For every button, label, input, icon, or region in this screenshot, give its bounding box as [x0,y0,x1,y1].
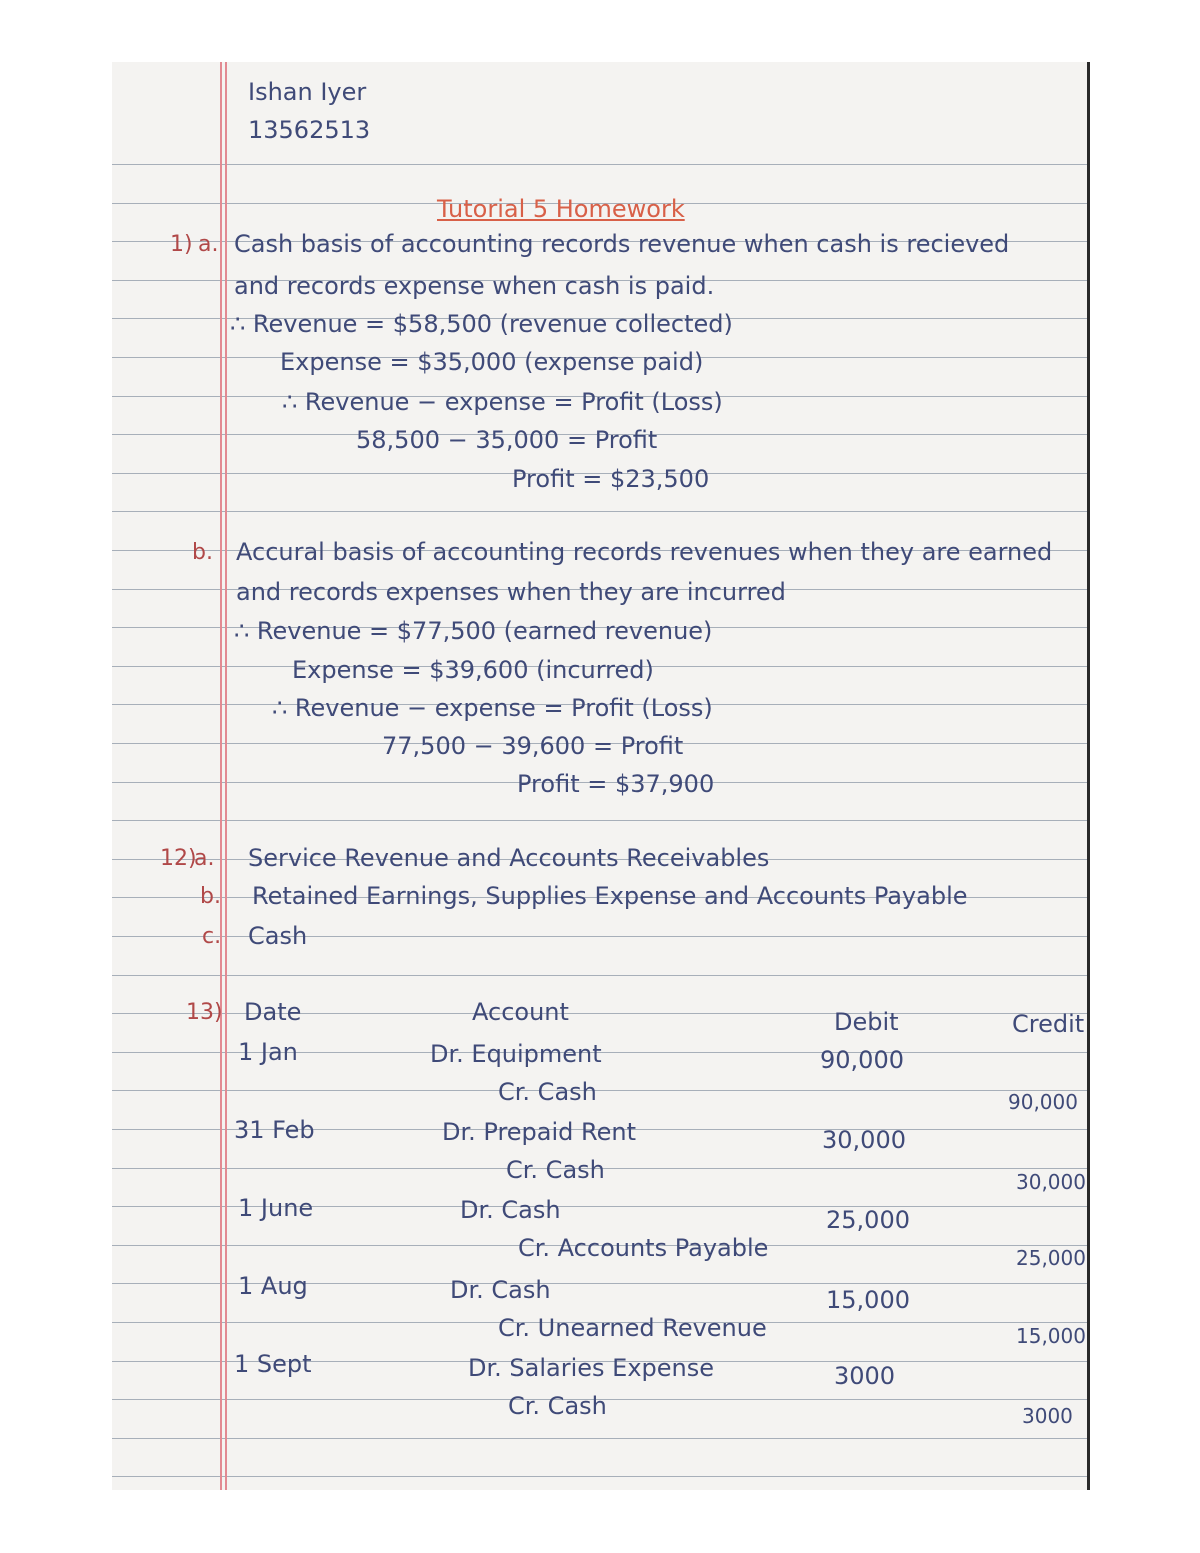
header-debit: Debit [834,1008,899,1036]
entry-debit-account: Dr. Salaries Expense [468,1354,714,1382]
ruled-line [112,820,1087,821]
q1a-calculation: 58,500 − 35,000 = Profit [356,426,658,454]
entry-credit-amount: 15,000 [1016,1324,1086,1348]
q1a-formula: ∴ Revenue − expense = Profit (Loss) [282,388,723,416]
q12a-label: a. [194,846,215,871]
question-13-label: 13) [186,1000,223,1025]
page-title: Tutorial 5 Homework [437,195,685,223]
header-credit: Credit [1012,1010,1085,1038]
entry-date: 1 Jan [238,1038,298,1066]
q12b-label: b. [200,884,221,909]
q12b-text: Retained Earnings, Supplies Expense and Accounts Payable [252,882,968,910]
q1b-formula: ∴ Revenue − expense = Profit (Loss) [272,694,713,722]
q1a-expense: Expense = $35,000 (expense paid) [280,348,704,376]
student-id: 13562513 [248,116,371,144]
header-account: Account [472,998,569,1026]
entry-debit-amount: 90,000 [820,1046,904,1074]
entry-debit-account: Dr. Cash [460,1196,561,1224]
q12a-text: Service Revenue and Accounts Receivables [248,844,770,872]
entry-credit-amount: 90,000 [1008,1090,1078,1114]
entry-date: 31 Feb [234,1116,315,1144]
entry-debit-amount: 30,000 [822,1126,906,1154]
entry-credit-amount: 25,000 [1016,1246,1086,1270]
ruled-line [112,1438,1087,1439]
q1a-line-1: Cash basis of accounting records revenue when cash is recieved [234,230,1010,258]
question-1b-label: b. [192,540,213,565]
ruled-line [112,975,1087,976]
entry-credit-account: Cr. Unearned Revenue [498,1314,767,1342]
q1b-expense: Expense = $39,600 (incurred) [292,656,654,684]
q1a-revenue: ∴ Revenue = $58,500 (revenue collected) [230,310,733,338]
entry-debit-account: Dr. Equipment [430,1040,602,1068]
entry-debit-account: Dr. Prepaid Rent [442,1118,637,1146]
entry-credit-account: Cr. Cash [508,1392,607,1420]
notebook-page [112,62,1090,1490]
q1b-line-2: and records expenses when they are incurred [236,578,786,606]
q12c-text: Cash [248,922,308,950]
entry-debit-amount: 25,000 [826,1206,910,1234]
entry-credit-account: Cr. Cash [498,1078,597,1106]
q1a-result: Profit = $23,500 [512,465,710,493]
ruled-line [112,1090,1087,1091]
q1b-revenue: ∴ Revenue = $77,500 (earned revenue) [234,617,713,645]
entry-date: 1 June [238,1194,314,1222]
question-12-label: 12) [160,846,197,871]
q1b-calculation: 77,500 − 39,600 = Profit [382,732,684,760]
ruled-line [112,1476,1087,1477]
question-1-label: 1) [170,232,193,257]
q1b-line-1: Accural basis of accounting records revenues when they are earned [236,538,1053,566]
q1a-line-2: and records expense when cash is paid. [234,272,715,300]
header-date: Date [244,998,302,1026]
margin-line-right [225,62,227,1490]
entry-debit-amount: 3000 [834,1362,896,1390]
margin-line-left [220,62,222,1490]
ruled-line [112,511,1087,512]
entry-date: 1 Sept [234,1350,312,1378]
entry-credit-amount: 3000 [1022,1404,1073,1428]
entry-debit-account: Dr. Cash [450,1276,551,1304]
entry-date: 1 Aug [238,1272,308,1300]
q12c-label: c. [202,924,222,949]
q1b-result: Profit = $37,900 [517,770,715,798]
entry-debit-amount: 15,000 [826,1286,910,1314]
entry-credit-account: Cr. Accounts Payable [518,1234,769,1262]
question-1a-label: a. [198,232,219,257]
entry-credit-amount: 30,000 [1016,1170,1086,1194]
entry-credit-account: Cr. Cash [506,1156,605,1184]
ruled-line [112,164,1087,165]
student-name: Ishan Iyer [248,78,367,106]
